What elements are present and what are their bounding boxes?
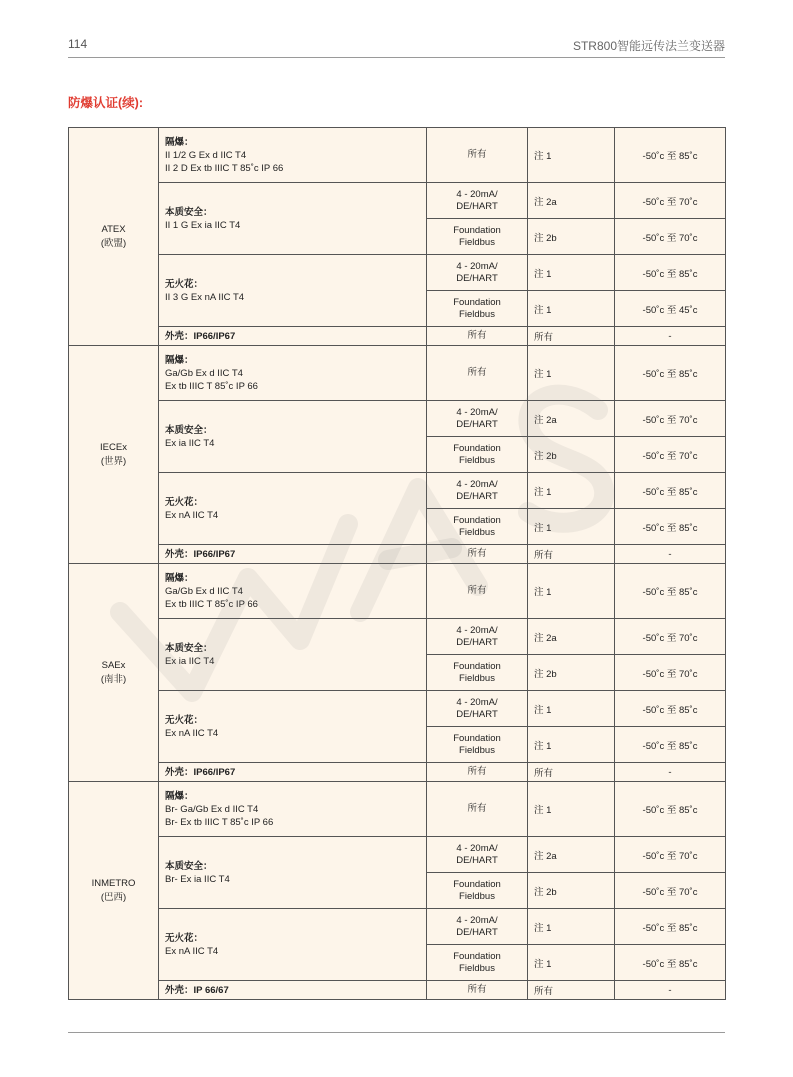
note-cell xyxy=(528,219,615,255)
temperature-cell xyxy=(615,981,726,1000)
note-cell xyxy=(528,437,615,473)
enclosure-rating: IP 66/67 xyxy=(193,984,229,996)
signal-cell xyxy=(427,945,528,981)
temperature-cell xyxy=(615,655,726,691)
temperature-range: -50˚c 至 70˚c xyxy=(642,450,698,462)
temperature-cell xyxy=(615,619,726,655)
signal-type-line: 4 - 20mA/ xyxy=(456,188,498,200)
signal-cell xyxy=(427,873,528,909)
signal-cell xyxy=(427,401,528,437)
flameproof-marking: Ga/Gb Ex d IIC T4 xyxy=(165,585,243,597)
flameproof-label: 隔爆： xyxy=(165,572,194,584)
intrinsic-safety-marking: Ex ia IIC T4 xyxy=(165,437,215,449)
note-ref: 注 1 xyxy=(534,486,552,498)
signal-type-line: Fieldbus xyxy=(459,890,495,902)
flameproof-marking: Br- Ga/Gb Ex d IIC T4 xyxy=(165,803,259,815)
signal-cell xyxy=(427,691,528,727)
signal-type-line: DE/HART xyxy=(456,200,498,212)
signal-type-line: 4 - 20mA/ xyxy=(456,260,498,272)
note-ref: 注 1 xyxy=(534,958,552,970)
note-ref: 注 2b xyxy=(534,232,557,244)
signal-type-line: Fieldbus xyxy=(459,308,495,320)
signal-type-line: Fieldbus xyxy=(459,526,495,538)
document-title: STR800智能远传法兰变送器 xyxy=(572,39,725,53)
region-name: INMETRO xyxy=(91,877,136,889)
signal-type-line: Foundation xyxy=(453,950,501,962)
note-ref: 所有 xyxy=(534,332,554,343)
enclosure-cell xyxy=(159,545,427,564)
flameproof-row xyxy=(69,128,726,183)
temperature-cell xyxy=(615,564,726,619)
region-area: (世界) xyxy=(100,455,127,467)
flameproof-cell xyxy=(159,346,427,401)
non-sparking-cell xyxy=(159,909,427,981)
intrinsic-safety-cell xyxy=(159,183,427,255)
signal-type-line: Fieldbus xyxy=(459,744,495,756)
signal-cell xyxy=(427,219,528,255)
temperature-range: -50˚c 至 70˚c xyxy=(642,886,698,898)
temperature-range: -50˚c 至 70˚c xyxy=(642,414,698,426)
note-ref: 注 2b xyxy=(534,450,557,462)
signal-cell xyxy=(427,437,528,473)
signal-type: 所有 xyxy=(467,766,487,777)
note-cell xyxy=(528,473,615,509)
signal-cell xyxy=(427,183,528,219)
note-cell xyxy=(528,509,615,545)
signal-type-line: Foundation xyxy=(453,296,501,308)
temperature-cell xyxy=(615,291,726,327)
flameproof-label: 隔爆： xyxy=(165,354,194,366)
temperature-cell xyxy=(615,219,726,255)
note-cell xyxy=(528,255,615,291)
temperature-range: -50˚c 至 85˚c xyxy=(642,922,698,934)
region-name: ATEX xyxy=(101,223,126,235)
intrinsic-safety-label: 本质安全： xyxy=(165,206,213,218)
signal-type-line: Foundation xyxy=(453,442,501,454)
temperature-cell xyxy=(615,346,726,401)
enclosure-cell xyxy=(159,327,427,346)
enclosure-row xyxy=(69,327,726,346)
certification-table-body xyxy=(69,128,726,1000)
intrinsic-safety-row xyxy=(69,401,726,437)
temperature-cell xyxy=(615,473,726,509)
signal-type-line: Foundation xyxy=(453,224,501,236)
signal-cell xyxy=(427,509,528,545)
flameproof-row xyxy=(69,782,726,837)
temperature-range: -50˚c 至 85˚c xyxy=(642,740,698,752)
flameproof-marking: Ga/Gb Ex d IIC T4 xyxy=(165,367,243,379)
enclosure-rating: IP66/IP67 xyxy=(193,766,236,778)
region-cell xyxy=(69,128,159,346)
region-area: (南非) xyxy=(100,673,127,685)
region-area: (巴西) xyxy=(100,891,127,903)
temperature-cell xyxy=(615,763,726,782)
note-ref: 注 2b xyxy=(534,886,557,898)
temperature-cell xyxy=(615,401,726,437)
signal-cell xyxy=(427,346,528,401)
signal-type-line: Foundation xyxy=(453,732,501,744)
enclosure-cell xyxy=(159,763,427,782)
note-cell xyxy=(528,945,615,981)
note-cell xyxy=(528,981,615,1000)
non-sparking-label: 无火花： xyxy=(165,278,204,290)
signal-type-line: Foundation xyxy=(453,660,501,672)
note-ref: 注 2a xyxy=(534,850,557,862)
note-ref: 注 2b xyxy=(534,668,557,680)
signal-type-line: DE/HART xyxy=(456,926,498,938)
signal-cell xyxy=(427,255,528,291)
signal-type: 所有 xyxy=(467,330,487,341)
temperature-cell xyxy=(615,691,726,727)
flameproof-marking: Ex tb IIIC T 85˚c IP 66 xyxy=(165,598,258,610)
note-cell xyxy=(528,782,615,837)
temperature-range: - xyxy=(668,766,672,778)
intrinsic-safety-marking: Ex ia IIC T4 xyxy=(165,655,215,667)
signal-cell xyxy=(427,909,528,945)
note-ref: 注 1 xyxy=(534,587,552,598)
non-sparking-label: 无火花： xyxy=(165,496,204,508)
note-ref: 所有 xyxy=(534,768,554,779)
signal-type-line: Fieldbus xyxy=(459,962,495,974)
note-ref: 所有 xyxy=(534,550,554,561)
temperature-range: -50˚c 至 70˚c xyxy=(642,850,698,862)
temperature-cell xyxy=(615,782,726,837)
note-ref: 注 2a xyxy=(534,632,557,644)
intrinsic-safety-label: 本质安全： xyxy=(165,642,213,654)
enclosure-label: 外壳： xyxy=(165,330,194,342)
signal-cell xyxy=(427,763,528,782)
enclosure-label: 外壳： xyxy=(165,766,194,778)
note-cell xyxy=(528,128,615,183)
signal-type: 所有 xyxy=(467,367,487,378)
enclosure-cell xyxy=(159,981,427,1000)
non-sparking-row xyxy=(69,473,726,509)
intrinsic-safety-cell xyxy=(159,401,427,473)
non-sparking-marking: II 3 G Ex nA IIC T4 xyxy=(165,291,245,303)
temperature-cell xyxy=(615,437,726,473)
note-cell xyxy=(528,564,615,619)
temperature-range: -50˚c 至 85˚c xyxy=(642,704,698,716)
signal-cell xyxy=(427,837,528,873)
note-cell xyxy=(528,346,615,401)
non-sparking-marking: Ex nA IIC T4 xyxy=(165,727,219,739)
enclosure-rating: IP66/IP67 xyxy=(193,330,236,342)
intrinsic-safety-row xyxy=(69,837,726,873)
signal-type-line: Foundation xyxy=(453,878,501,890)
temperature-range: -50˚c 至 85˚c xyxy=(642,151,698,162)
region-cell xyxy=(69,346,159,564)
note-ref: 注 1 xyxy=(534,740,552,752)
signal-type: 所有 xyxy=(467,149,487,160)
region-name: IECEx xyxy=(100,441,127,453)
enclosure-label: 外壳： xyxy=(165,548,194,560)
temperature-range: -50˚c 至 45˚c xyxy=(642,304,698,316)
non-sparking-row xyxy=(69,255,726,291)
note-cell xyxy=(528,327,615,346)
temperature-cell xyxy=(615,509,726,545)
region-name: SAEx xyxy=(101,659,126,671)
note-ref: 注 2a xyxy=(534,196,557,208)
note-cell xyxy=(528,837,615,873)
temperature-range: - xyxy=(668,984,672,996)
enclosure-row xyxy=(69,545,726,564)
temperature-range: -50˚c 至 85˚c xyxy=(642,805,698,816)
non-sparking-row xyxy=(69,909,726,945)
note-cell xyxy=(528,763,615,782)
section-title: 防爆认证(续): xyxy=(68,96,143,110)
footer-divider xyxy=(68,1032,725,1033)
note-cell xyxy=(528,619,615,655)
signal-cell xyxy=(427,619,528,655)
signal-type-line: 4 - 20mA/ xyxy=(456,478,498,490)
signal-type: 所有 xyxy=(467,984,487,995)
signal-type-line: 4 - 20mA/ xyxy=(456,406,498,418)
signal-type-line: DE/HART xyxy=(456,490,498,502)
signal-cell xyxy=(427,128,528,183)
non-sparking-cell xyxy=(159,473,427,545)
flameproof-cell xyxy=(159,782,427,837)
enclosure-rating: IP66/IP67 xyxy=(193,548,236,560)
signal-cell xyxy=(427,327,528,346)
note-cell xyxy=(528,727,615,763)
signal-type-line: Fieldbus xyxy=(459,672,495,684)
flameproof-label: 隔爆： xyxy=(165,790,194,802)
temperature-range: - xyxy=(668,548,672,560)
temperature-cell xyxy=(615,128,726,183)
enclosure-row xyxy=(69,981,726,1000)
page-number: 114 xyxy=(68,37,88,51)
temperature-range: -50˚c 至 85˚c xyxy=(642,369,698,380)
signal-cell xyxy=(427,655,528,691)
signal-type-line: 4 - 20mA/ xyxy=(456,696,498,708)
flameproof-row xyxy=(69,564,726,619)
non-sparking-label: 无火花： xyxy=(165,932,204,944)
temperature-range: -50˚c 至 85˚c xyxy=(642,958,698,970)
signal-cell xyxy=(427,473,528,509)
signal-type-line: DE/HART xyxy=(456,854,498,866)
flameproof-marking: Ex tb IIIC T 85˚c IP 66 xyxy=(165,380,258,392)
signal-type: 所有 xyxy=(467,585,487,596)
intrinsic-safety-label: 本质安全： xyxy=(165,424,213,436)
signal-type-line: 4 - 20mA/ xyxy=(456,914,498,926)
signal-type-line: 4 - 20mA/ xyxy=(456,624,498,636)
temperature-cell xyxy=(615,545,726,564)
intrinsic-safety-cell xyxy=(159,837,427,909)
signal-cell xyxy=(427,727,528,763)
temperature-cell xyxy=(615,727,726,763)
flameproof-marking: II 2 D Ex tb IIIC T 85˚c IP 66 xyxy=(165,162,284,174)
note-ref: 所有 xyxy=(534,986,554,997)
note-ref: 注 2a xyxy=(534,414,557,426)
flameproof-cell xyxy=(159,128,427,183)
note-cell xyxy=(528,909,615,945)
note-ref: 注 1 xyxy=(534,369,552,380)
note-ref: 注 1 xyxy=(534,922,552,934)
non-sparking-cell xyxy=(159,255,427,327)
temperature-range: -50˚c 至 70˚c xyxy=(642,232,698,244)
note-ref: 注 1 xyxy=(534,151,552,162)
flameproof-label: 隔爆： xyxy=(165,136,194,148)
note-cell xyxy=(528,545,615,564)
flameproof-row xyxy=(69,346,726,401)
signal-cell xyxy=(427,981,528,1000)
note-cell xyxy=(528,691,615,727)
intrinsic-safety-row xyxy=(69,183,726,219)
signal-type: 所有 xyxy=(467,548,487,559)
non-sparking-marking: Ex nA IIC T4 xyxy=(165,509,219,521)
temperature-range: -50˚c 至 70˚c xyxy=(642,668,698,680)
intrinsic-safety-marking: II 1 G Ex ia IIC T4 xyxy=(165,219,241,231)
signal-cell xyxy=(427,564,528,619)
intrinsic-safety-marking: Br- Ex ia IIC T4 xyxy=(165,873,230,885)
signal-type: 所有 xyxy=(467,803,487,814)
non-sparking-cell xyxy=(159,691,427,763)
region-cell xyxy=(69,782,159,1000)
temperature-range: -50˚c 至 85˚c xyxy=(642,268,698,280)
temperature-range: -50˚c 至 70˚c xyxy=(642,196,698,208)
intrinsic-safety-row xyxy=(69,619,726,655)
note-cell xyxy=(528,291,615,327)
temperature-range: - xyxy=(668,330,672,342)
temperature-range: -50˚c 至 70˚c xyxy=(642,632,698,644)
temperature-range: -50˚c 至 85˚c xyxy=(642,486,698,498)
flameproof-marking: Br- Ex tb IIIC T 85˚c IP 66 xyxy=(165,816,274,828)
signal-type-line: DE/HART xyxy=(456,272,498,284)
signal-cell xyxy=(427,782,528,837)
temperature-cell xyxy=(615,945,726,981)
note-cell xyxy=(528,873,615,909)
temperature-cell xyxy=(615,837,726,873)
signal-type-line: Foundation xyxy=(453,514,501,526)
enclosure-label: 外壳： xyxy=(165,984,194,996)
signal-type-line: DE/HART xyxy=(456,418,498,430)
note-cell xyxy=(528,401,615,437)
signal-type-line: Fieldbus xyxy=(459,236,495,248)
region-cell xyxy=(69,564,159,782)
note-cell xyxy=(528,655,615,691)
region-area: (欧盟) xyxy=(100,237,127,249)
explosion-proof-certification-table xyxy=(68,127,726,1000)
non-sparking-label: 无火花： xyxy=(165,714,204,726)
note-ref: 注 1 xyxy=(534,304,552,316)
temperature-range: -50˚c 至 85˚c xyxy=(642,522,698,534)
note-ref: 注 1 xyxy=(534,268,552,280)
note-ref: 注 1 xyxy=(534,704,552,716)
signal-type-line: Fieldbus xyxy=(459,454,495,466)
temperature-cell xyxy=(615,327,726,346)
intrinsic-safety-cell xyxy=(159,619,427,691)
signal-type-line: DE/HART xyxy=(456,636,498,648)
flameproof-marking: II 1/2 G Ex d IIC T4 xyxy=(165,149,247,161)
signal-type-line: 4 - 20mA/ xyxy=(456,842,498,854)
signal-type-line: DE/HART xyxy=(456,708,498,720)
flameproof-cell xyxy=(159,564,427,619)
enclosure-row xyxy=(69,763,726,782)
signal-cell xyxy=(427,545,528,564)
note-cell xyxy=(528,183,615,219)
signal-cell xyxy=(427,291,528,327)
non-sparking-row xyxy=(69,691,726,727)
non-sparking-marking: Ex nA IIC T4 xyxy=(165,945,219,957)
temperature-cell xyxy=(615,183,726,219)
note-ref: 注 1 xyxy=(534,805,552,816)
header-divider xyxy=(68,57,725,58)
temperature-cell xyxy=(615,255,726,291)
note-ref: 注 1 xyxy=(534,522,552,534)
temperature-range: -50˚c 至 85˚c xyxy=(642,587,698,598)
temperature-cell xyxy=(615,873,726,909)
temperature-cell xyxy=(615,909,726,945)
intrinsic-safety-label: 本质安全： xyxy=(165,860,213,872)
